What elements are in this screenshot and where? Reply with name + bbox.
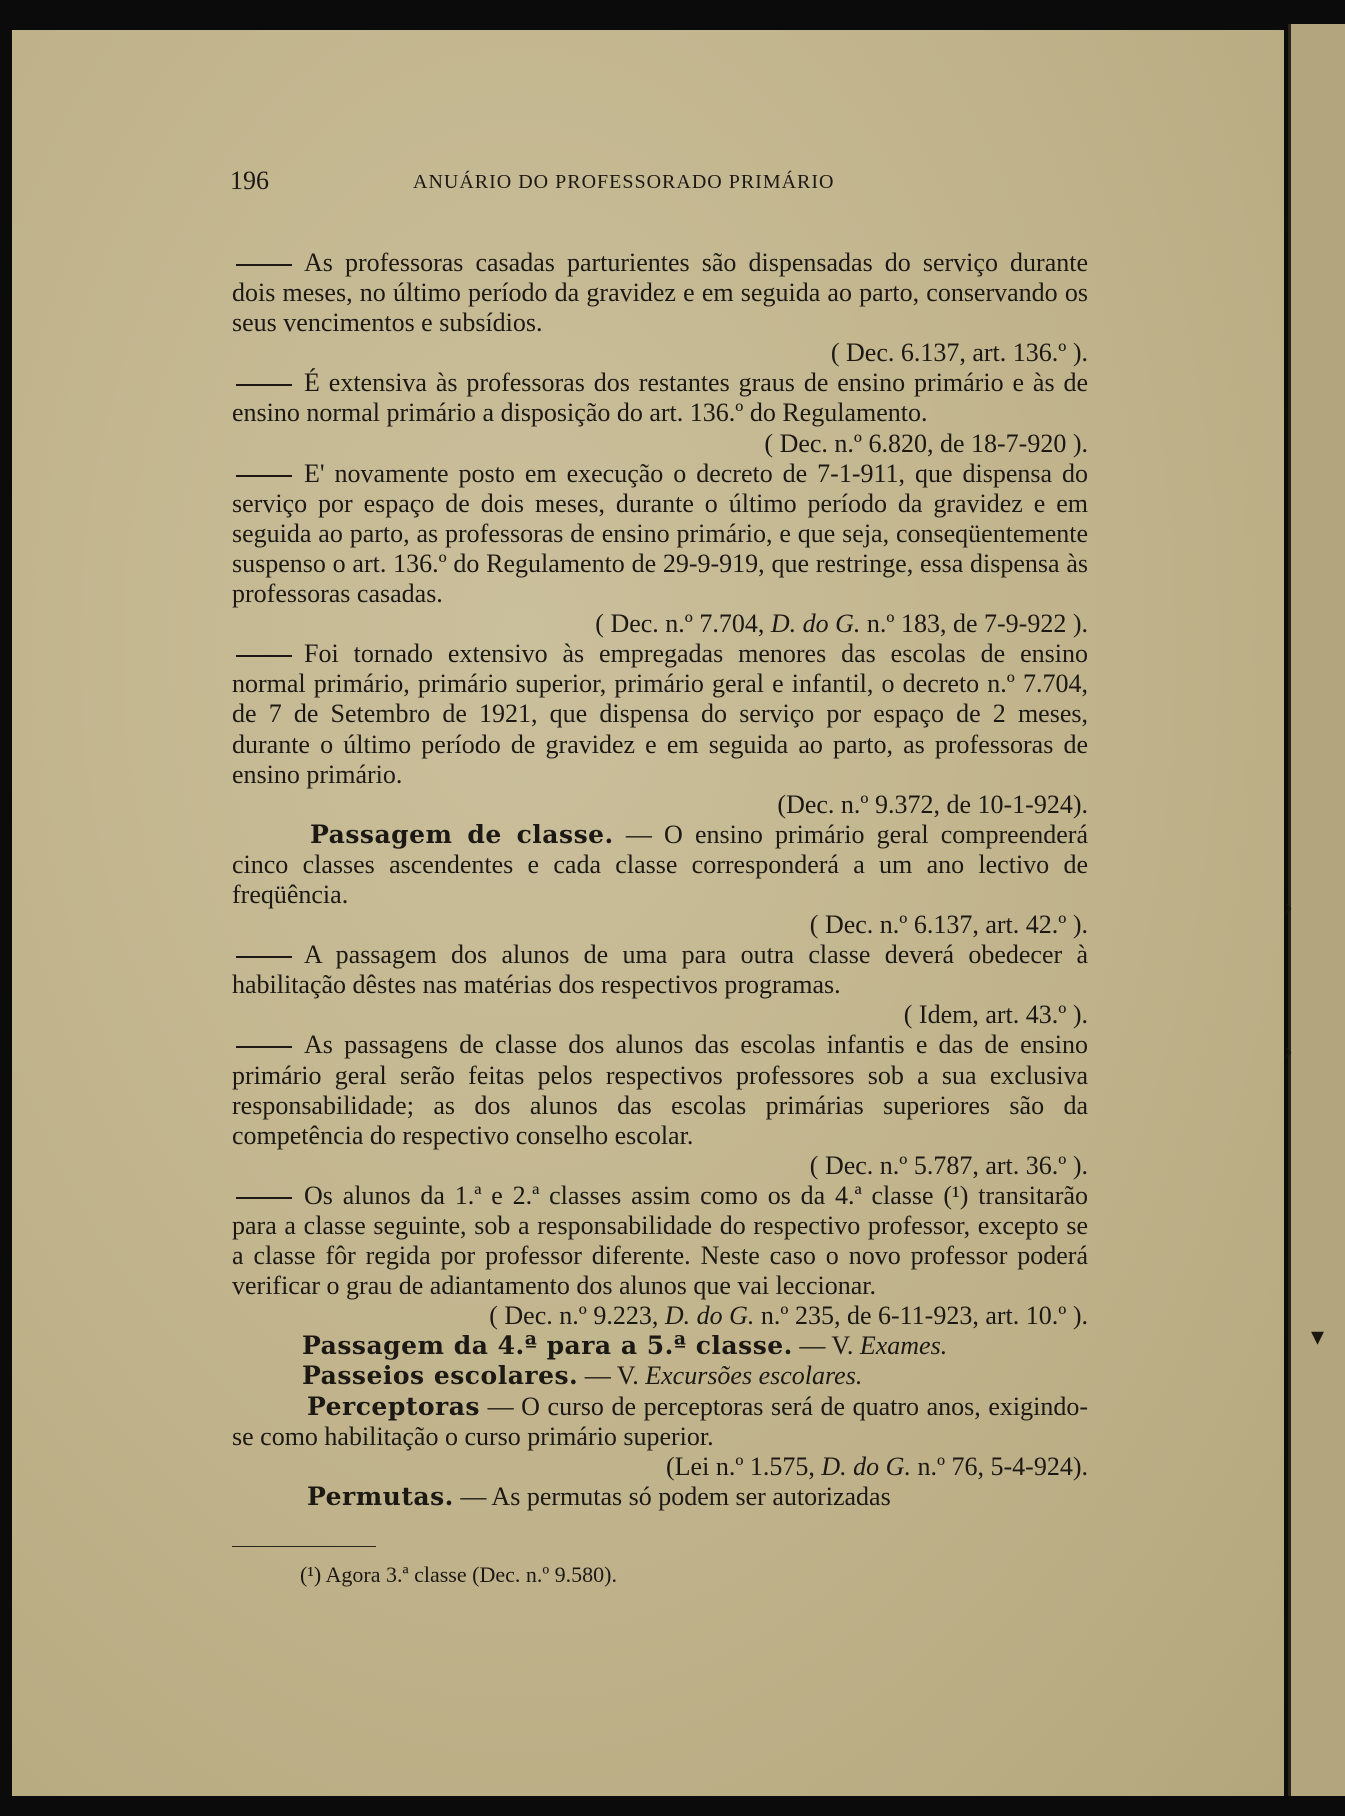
footnote-rule [232,1546,376,1547]
entry-passagem-de-classe [232,820,1088,910]
page-body [232,248,1088,1512]
citation: (Dec. n.º 9.372, de 10-1-924). [777,789,1088,819]
em-dash-rule [236,1046,292,1048]
paragraph [232,368,1088,428]
citation-italic: D. do G. [664,1301,755,1331]
paragraph-text: Foi tornado extensivo às empregadas menores das escolas de ensino normal primário, primário superior, primário geral e infantil, o decreto n.º 7.704, de 7 de Setembro de 1921, que dispensa do serviço por espaço de 2 meses, durante o último período de gravidez e em seguida ao parto, as professoras de ensino primário. [232,639,1088,789]
citation-part: n.º 76, 5-4-924). [910,1451,1088,1481]
paragraph-text: As passagens de classe dos alunos das escolas infantis e das de ensino primário geral serão feitas pelos respectivos professores sob a sua exclusiva responsabilidade; as dos alunos das escolas primárias superiores são da competência do respectivo conselho escolar. [232,1030,1088,1150]
em-dash-rule [236,384,292,386]
citation-part: n.º 235, de 6-11-923, art. 10.º ). [754,1301,1088,1331]
paragraph-text: — V. [792,1331,860,1361]
citation-part: ( Dec. n.º 9.223, [489,1301,665,1331]
cross-reference: Excursões escolares. [645,1361,863,1391]
citation: ( Dec. n.º 6.820, de 18-7-920 ). [764,428,1088,458]
entry-heading: Passeios escolares. [302,1361,579,1391]
footnote: (¹) Agora 3.ª classe (Dec. n.º 9.580). [300,1562,618,1587]
margin-arrow-icon: › [1284,1040,1293,1065]
paragraph [232,459,1088,609]
em-dash-rule [236,1197,292,1199]
paragraph [232,1181,1088,1301]
citation: ( Dec. n.º 6.137, art. 42.º ). [809,910,1088,940]
citation: ( Dec. 6.137, art. 136.º ). [830,338,1088,368]
margin-arrow-icon: › [1284,896,1293,921]
paragraph [232,940,1088,1000]
cross-reference: Exames. [859,1331,948,1361]
running-header [218,162,1098,202]
paragraph-text: E' novamente posto em execução o decreto de 7-1-911, que dispensa do serviço por espaço de dois meses, durante o último período da gravidez e em seguida ao parto, as professoras de ensino primário, e que seja, conseqüentemente suspenso o art. 136.º do Regulamento de 29-9-919, que restringe, essa dispensa às professoras casadas. [232,458,1088,609]
paragraph [232,1030,1088,1150]
paragraph-text: A passagem dos alunos de uma para outra classe deverá obedecer à habilitação dêstes nas matérias dos respectivos programas. [232,940,1088,1000]
citation: ( Idem, art. 43.º ). [903,1000,1088,1030]
paragraph-text: — V. [578,1361,646,1391]
citation [232,609,1088,639]
paragraph-text: É extensiva às professoras dos restantes graus de ensino primário e às de ensino normal primário a disposição do art. 136.º do Regulamento. [232,368,1088,428]
entry-passeios-escolares [232,1361,1088,1391]
citation-part: ( Dec. n.º 7.704, [595,609,771,639]
entry-heading: Passagem da 4.ª para a 5.ª classe. [302,1331,793,1361]
citation-italic: D. do G. [770,609,861,639]
entry-permutas [232,1482,1088,1512]
paragraph [232,248,1088,338]
paragraph-text: — O curso de perceptoras será de quatro anos, exigindo-se como habilitação o curso primário superior. [232,1391,1088,1451]
citation: ( Dec. n.º 5.787, art. 36.º ). [809,1150,1088,1180]
em-dash-rule [236,264,292,266]
em-dash-rule [236,655,292,657]
paragraph [232,639,1088,789]
paragraph-text: — O ensino primário geral compreenderá cinco classes ascendentes e cada classe corresponderá a um ano lectivo de freqüência. [232,819,1088,909]
em-dash-rule [236,956,292,958]
entry-heading: Passagem de classe. [310,819,614,849]
entry-passagem-4-5 [232,1331,1088,1361]
citation [232,1452,1088,1482]
citation-part: (Lei n.º 1.575, [666,1451,822,1481]
entry-heading: Permutas. [307,1481,454,1511]
margin-arrow-icon: ▾ [1311,1322,1325,1352]
adjacent-page-edge [1288,24,1345,1796]
page-number: 196 [230,166,269,195]
paragraph-text: — As permutas só podem ser autorizadas [453,1481,891,1511]
entry-heading: Perceptoras [307,1391,480,1421]
entry-perceptoras [232,1392,1088,1452]
citation [232,1301,1088,1331]
citation-part: n.º 183, de 7-9-922 ). [860,609,1088,639]
paragraph-text: As professoras casadas parturientes são dispensadas do serviço durante dois meses, no último período da gravidez e em seguida ao parto, conservando os seus vencimentos e subsídios. [232,248,1088,338]
citation-italic: D. do G. [821,1451,911,1481]
header-title: ANUÁRIO DO PROFESSORADO PRIMÁRIO [413,171,835,193]
paragraph-text: Os alunos da 1.ª e 2.ª classes assim como os da 4.ª classe (¹) transitarão para a classe seguinte, sob a responsabilidade do respectivo professor, excepto se a classe fôr regida por professor diferente. Neste caso o novo professor poderá verificar o grau de adiantamento dos alunos que vai leccionar. [232,1180,1088,1301]
em-dash-rule [236,475,292,477]
